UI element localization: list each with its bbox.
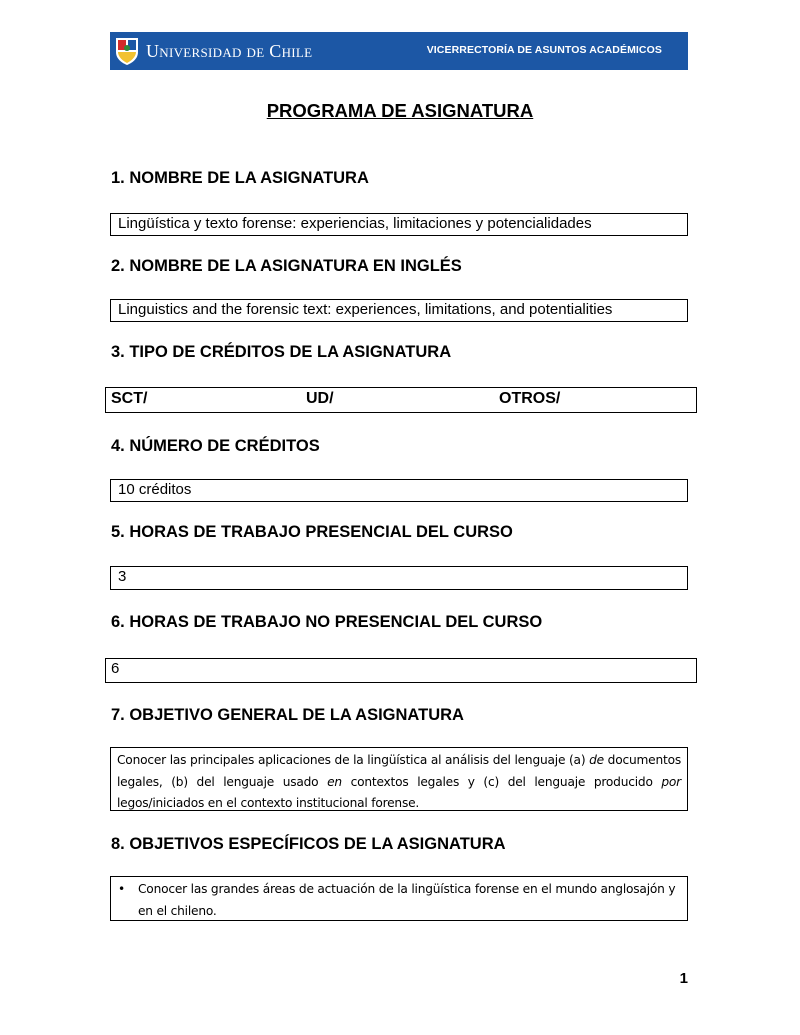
credits-number-box: 10 créditos (110, 479, 688, 502)
section-1-heading: 1. NOMBRE DE LA ASIGNATURA (111, 169, 369, 187)
credit-type-ud: UD/ (306, 390, 334, 407)
section-5-heading: 5. HORAS DE TRABAJO PRESENCIAL DEL CURSO (111, 523, 513, 541)
non-presential-hours-box: 6 (105, 658, 697, 683)
course-name-box: Lingüística y texto forense: experiencias, limitaciones y potencialidades (110, 213, 688, 236)
objective-text-2: documentos legales, (b) del lenguaje usado (117, 753, 681, 789)
objective-em-en: en (327, 774, 342, 789)
list-item-text: Conocer las grandes áreas de actuación de la lingüística forense en el mundo anglosajón y en el chileno. (138, 882, 676, 918)
objective-em-de: de (589, 753, 604, 767)
section-2-heading: 2. NOMBRE DE LA ASIGNATURA EN INGLÉS (111, 257, 462, 275)
bullet-icon: • (118, 882, 125, 896)
header-banner (110, 32, 688, 70)
course-name-english-box: Linguistics and the forensic text: experiences, limitations, and potentialities (110, 299, 688, 322)
objective-text-3: contextos legales y (c) del lenguaje producido (341, 774, 662, 789)
presential-hours-box: 3 (110, 566, 688, 590)
objective-text-1: Conocer las principales aplicaciones de la lingüística al análisis del lenguaje (a) (117, 753, 590, 767)
section-8-heading: 8. OBJETIVOS ESPECÍFICOS DE LA ASIGNATURA (111, 835, 506, 853)
section-4-heading: 4. NÚMERO DE CRÉDITOS (111, 437, 320, 455)
list-item (117, 879, 681, 922)
credit-type-sct: SCT/ (111, 390, 148, 407)
section-3-heading: 3. TIPO DE CRÉDITOS DE LA ASIGNATURA (111, 343, 452, 361)
specific-objectives-box (110, 876, 688, 921)
section-6-heading: 6. HORAS DE TRABAJO NO PRESENCIAL DEL CURSO (111, 613, 543, 631)
office-name: VICERRECTORÍA DE ASUNTOS ACADÉMICOS (426, 44, 662, 56)
credit-type-box (105, 387, 697, 413)
page-number: 1 (679, 970, 688, 987)
section-7-heading: 7. OBJETIVO GENERAL DE LA ASIGNATURA (111, 706, 464, 724)
general-objective-box (110, 747, 688, 811)
objective-em-por: por (661, 774, 681, 789)
objective-text-4: legos/iniciados en el contexto institucional forense. (117, 796, 420, 810)
credit-type-otros: OTROS/ (499, 390, 561, 407)
page-title: PROGRAMA DE ASIGNATURA (266, 100, 534, 121)
university-name: Universidad de Chile (146, 41, 313, 61)
university-crest-icon (114, 36, 140, 66)
